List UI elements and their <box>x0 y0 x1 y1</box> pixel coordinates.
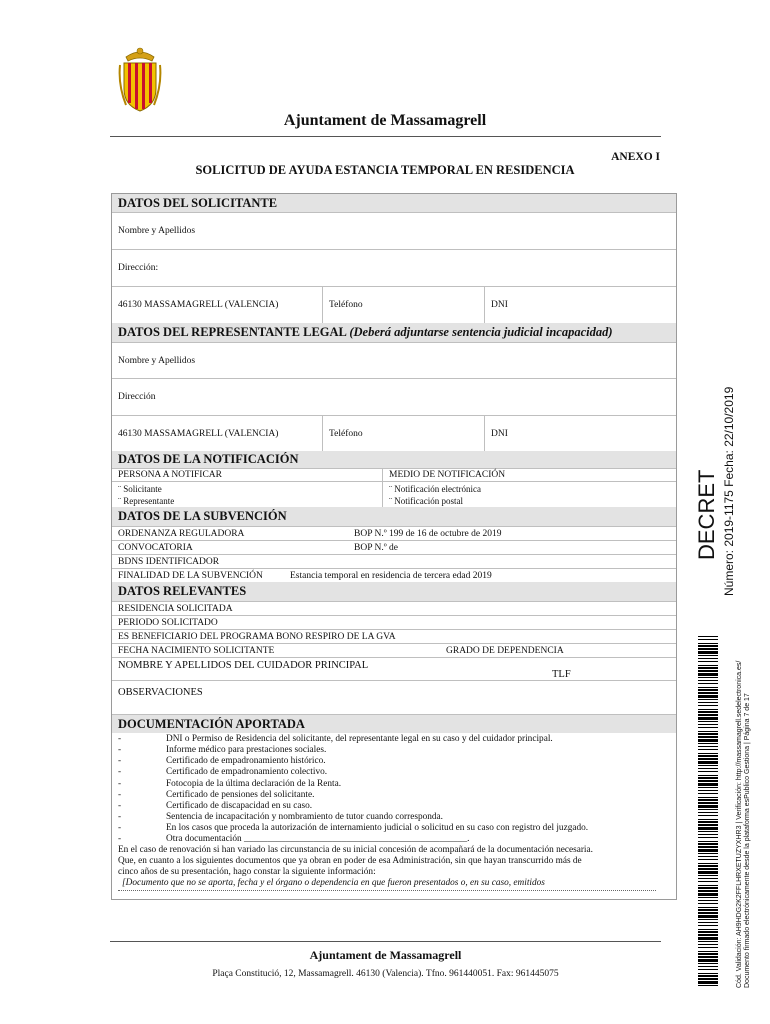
purpose-value: Estancia temporal en residencia de tercera edad 2019 <box>290 570 492 581</box>
ordinance-label: ORDENANZA REGULADORA <box>118 528 245 539</box>
barcode-icon <box>698 636 718 988</box>
form-subtitle: SOLICITUD DE AYUDA ESTANCIA TEMPORAL EN RESIDENCIA <box>195 163 575 177</box>
footer-address: Plaça Constitució, 12, Massamagrell. 46130 (Valencia). Tfno. 961440051. Fax: 961445075 <box>212 969 559 979</box>
bdns-label: BDNS IDENTIFICADOR <box>118 556 220 567</box>
representative-dni-field[interactable]: DNI <box>484 416 676 451</box>
means-options <box>382 482 676 507</box>
call-label: CONVOCATORIA <box>118 542 193 553</box>
representative-address-row[interactable] <box>112 378 676 415</box>
municipality-title: Ajuntament de Massamagrell <box>283 112 487 129</box>
dependency-label: GRADO DE DEPENDENCIA <box>446 645 564 656</box>
beneficiary-row[interactable] <box>112 629 676 643</box>
annex-label: ANEXO I <box>611 151 660 163</box>
caregiver-label: NOMBRE Y APELLIDOS DEL CUIDADOR PRINCIPAL <box>118 660 369 671</box>
applicant-name-label: Nombre y Apellidos <box>118 226 196 236</box>
birthdate-label: FECHA NACIMIENTO SOLICITANTE <box>118 645 275 656</box>
dotted-line <box>118 890 656 891</box>
validation-text <box>736 661 752 988</box>
decree-number-date: Número: 2019-1175 Fecha: 22/10/2019 <box>722 386 736 596</box>
notification-options-row <box>112 481 676 507</box>
documentation-list: - DNI o Permiso de Residencia del solicitante, del representante legal en su caso y del cuidador principal. - Informe médico para prestaciones sociales. - Certificado de empadronamiento histórico. - Certificado de empadronamiento colectivo. - Fotocopia de la última declaración de la Renta. - Certificado de pensiones del solicitante. - Certificado de discapacidad en su caso. - Sentencia de incapacitación y nombramiento de tutor cuando corresponda. - En los casos que proceda la autorización de internamiento judicial o solicitud en su caso con registro del juzgado. - Otra documentación ________________________________________________. En el caso de renovación si han variado las circunstancia de su inicial concesión de acompañará de la documentación necesaria. Que, en cuanto a los siguientes documentos que ya obran en poder de esa Administración, sin que hayan transcurrido más de cinco años de su presentación, hago constar la siguiente información: [Documento que no se aporta, fecha y el órgano o dependencia en que fueron presentados o, en su caso, emitidos <box>112 733 676 899</box>
applicant-address-label: Dirección: <box>118 263 159 273</box>
applicant-phone-field[interactable]: Teléfono <box>322 287 484 323</box>
applicant-address-row[interactable] <box>112 249 676 286</box>
option-representante[interactable]: ¨ Representante <box>118 496 175 506</box>
observations-row[interactable] <box>112 680 676 714</box>
representative-name-label: Nombre y Apellidos <box>118 355 196 366</box>
representative-contact-row <box>112 415 676 451</box>
residence-label: RESIDENCIA SOLICITADA <box>118 603 233 614</box>
applicant-dni-field[interactable]: DNI <box>484 287 676 323</box>
option-solicitante[interactable]: ¨ Solicitante <box>118 484 162 494</box>
birthdate-row[interactable] <box>112 643 676 657</box>
renewal-note: En el caso de renovación si han variado las circunstancia de su inicial concesión de acompañará de la documentación necesaria. <box>118 845 593 855</box>
decree-label: DECRET <box>694 469 719 560</box>
person-to-notify-header: PERSONA A NOTIFICAR <box>118 470 222 480</box>
relevant-section-header: DATOS RELEVANTES <box>112 582 676 601</box>
applicant-name-row[interactable] <box>112 212 676 249</box>
ordinance-value: BOP N.º 199 de 16 de octubre de 2019 <box>354 528 502 539</box>
person-options <box>112 482 382 507</box>
observations-label: OBSERVACIONES <box>118 687 203 698</box>
footer-title: Ajuntament de Massamagrell <box>309 948 462 962</box>
representative-section-title: DATOS DEL REPRESENTANTE LEGAL <box>118 325 347 339</box>
footer-rule <box>110 941 661 942</box>
coat-of-arms-logo <box>118 45 162 115</box>
option-electronic[interactable]: ¨ Notificación electrónica <box>389 484 481 494</box>
application-form <box>111 193 677 900</box>
period-label: PERIODO SOLICITADO <box>118 617 218 628</box>
representative-address-label: Dirección <box>118 392 156 402</box>
subsidy-section-header: DATOS DE LA SUBVENCIÓN <box>112 507 676 526</box>
already-submitted-line1: Que, en cuanto a los siguientes documentos que ya obran en poder de esa Administración, sin que hayan transcurrido más de <box>118 856 582 866</box>
applicant-contact-row <box>112 286 676 323</box>
validation-line2: Documento firmado electrónicamente desde la plataforma esPublico Gestiona | Página 7 de 17 <box>744 693 751 988</box>
caregiver-row[interactable] <box>112 657 676 680</box>
representative-name-row[interactable] <box>112 342 676 378</box>
representative-town: 46130 MASSAMAGRELL (VALENCIA) <box>118 428 279 439</box>
residence-row[interactable] <box>112 601 676 615</box>
bdns-row <box>112 554 676 568</box>
notification-section-header: DATOS DE LA NOTIFICACIÓN <box>112 451 676 468</box>
applicant-section-header: DATOS DEL SOLICITANTE <box>112 194 676 212</box>
purpose-row <box>112 568 676 582</box>
notification-header-row <box>112 468 676 481</box>
representative-section-note: (Deberá adjuntarse sentencia judicial incapacidad) <box>349 325 613 339</box>
beneficiary-label: ES BENEFICIARIO DEL PROGRAMA BONO RESPIRO DE LA GVA <box>118 631 396 642</box>
notification-means-header: MEDIO DE NOTIFICACIÓN <box>382 469 676 481</box>
call-value: BOP N.º de <box>354 542 399 553</box>
ordinance-row <box>112 526 676 540</box>
documentation-section-header: DOCUMENTACIÓN APORTADA <box>112 714 676 733</box>
call-row <box>112 540 676 554</box>
applicant-town: 46130 MASSAMAGRELL (VALENCIA) <box>118 300 279 310</box>
representative-section-header <box>112 323 676 342</box>
already-submitted-line3: [Documento que no se aporta, fecha y el órgano o dependencia en que fueron presentados o, en su caso, emitidos <box>122 878 545 888</box>
representative-phone-field[interactable]: Teléfono <box>322 416 484 451</box>
purpose-label: FINALIDAD DE LA SUBVENCIÓN <box>118 570 263 581</box>
tlf-label: TLF <box>552 669 571 680</box>
period-row[interactable] <box>112 615 676 629</box>
already-submitted-line2: cinco años de su presentación, hago constar la siguiente información: <box>118 867 376 877</box>
validation-line1: Cód. Validación: AH9HDG2K2FFLHRXETUZYXHR3 | Verificación: http://massamagrell.sedelectronica.es/ <box>736 660 743 988</box>
option-postal[interactable]: ¨ Notificación postal <box>389 496 463 506</box>
header-rule <box>110 136 661 137</box>
